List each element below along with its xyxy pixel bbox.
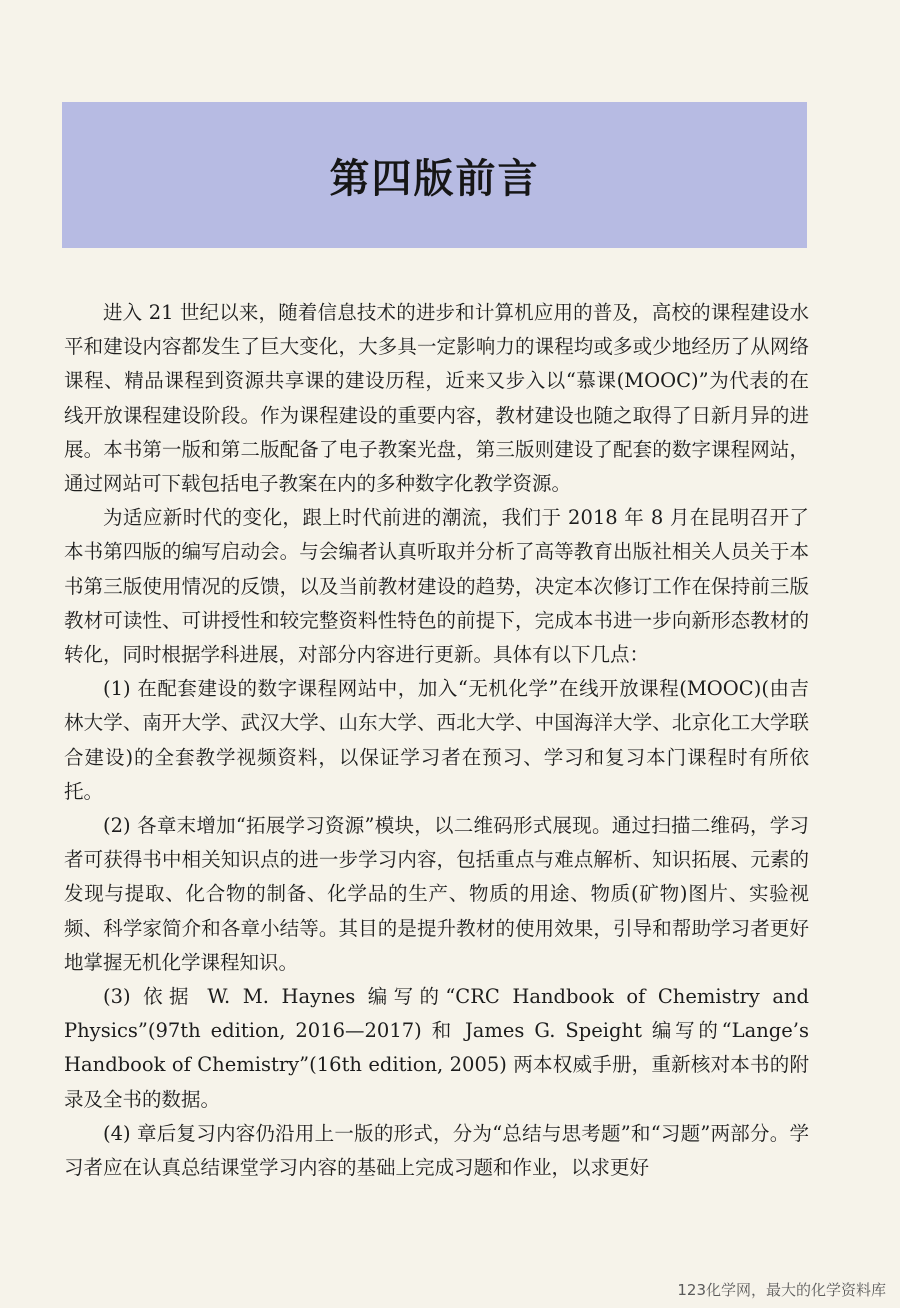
- page-title: 第四版前言: [329, 155, 540, 202]
- paragraph: 进入 21 世纪以来，随着信息技术的进步和计算机应用的普及，高校的课程建设水平和建设内容都发生了巨大变化，大多具一定影响力的课程均或多或少地经历了从网络课程、精品课程到资源共享课的建设历程，近来又步入以“慕课(MOOC)”为代表的在线开放课程建设阶段。作为课程建设的重要内容，教材建设也随之取得了日新月异的进展。本书第一版和第二版配备了电子教案光盘，第三版则建设了配套的数字课程网站，通过网站可下载包括电子教案在内的多种数字化教学资源。: [64, 301, 809, 496]
- site-watermark: 123化学网，最大的化学资料库: [677, 1281, 886, 1299]
- paragraph: (4) 章后复习内容仍沿用上一版的形式，分为“总结与思考题”和“习题”两部分。学习者应在认真总结课堂学习内容的基础上完成习题和作业，以求更好: [64, 1121, 809, 1180]
- title-banner: [62, 102, 807, 248]
- paragraph: 为适应新时代的变化，跟上时代前进的潮流，我们于 2018 年 8 月在昆明召开了本书第四版的编写启动会。与会编者认真听取并分析了高等教育出版社相关人员关于本书第三版使用情况的反馈，以及当前教材建设的趋势，决定本次修订工作在保持前三版教材可读性、可讲授性和较完整资料性特色的前提下，完成本书进一步向新形态教材的转化，同时根据学科进展，对部分内容进行更新。具体有以下几点：: [64, 506, 809, 667]
- paragraph: (3) 依据 W. M. Haynes 编写的“CRC Handbook of Chemistry and Physics”(97th edition, 2016—2017) 和 James G. Speight 编写的“Lange’s Handbook of Chemistry”(16th edition, 2005) 两本权威手册，重新核对本书的附录及全书的数据。: [64, 985, 809, 1111]
- paragraph: (2) 各章末增加“拓展学习资源”模块，以二维码形式展现。通过扫描二维码，学习者可获得书中相关知识点的进一步学习内容，包括重点与难点解析、知识拓展、元素的发现与提取、化合物的制备、化学品的生产、物质的用途、物质(矿物)图片、实验视频、科学家简介和各章小结等。其目的是提升教材的使用效果，引导和帮助学习者更好地掌握无机化学课程知识。: [64, 814, 809, 974]
- paragraph: (1) 在配套建设的数字课程网站中，加入“无机化学”在线开放课程(MOOC)(由吉林大学、南开大学、武汉大学、山东大学、西北大学、中国海洋大学、北京化工大学联合建设)的全套教学视频资料，以保证学习者在预习、学习和复习本门课程时有所依托。: [64, 677, 809, 803]
- preface-body: [64, 296, 809, 1185]
